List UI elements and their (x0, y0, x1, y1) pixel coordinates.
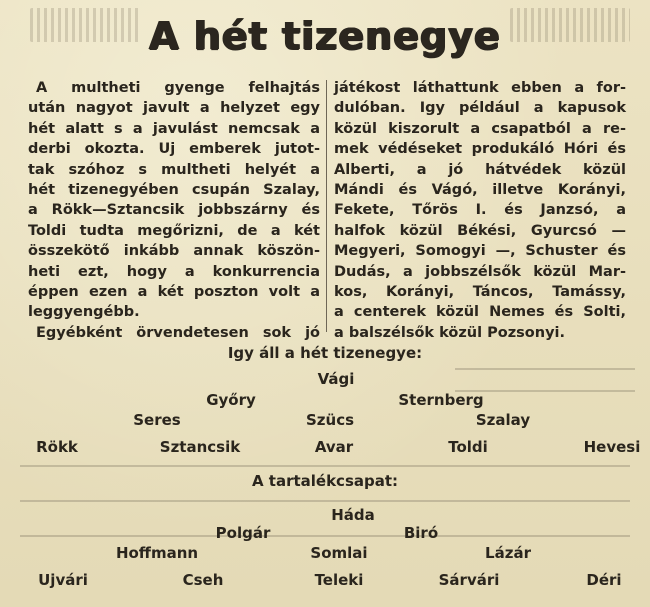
text-line: éppen ezen a két poszton volt a (28, 284, 320, 301)
reserve-half: Hoffmann (115, 544, 199, 562)
text-line: heti ezt, hogy a konkurrencia (28, 263, 320, 280)
reserve-forward: Déri (586, 571, 622, 589)
bleed-line (20, 500, 630, 502)
text-line: után nagyot javult a helyzet egy (28, 100, 320, 117)
text-line: a balszélsők közül Pozsonyi. (334, 324, 565, 341)
reserve-goalkeeper: Háda (331, 506, 375, 524)
reserve-forward: Sárvári (438, 571, 500, 589)
column-divider (326, 80, 327, 332)
text-line: Egyébként örvendetesen sok jó (36, 324, 320, 341)
reserve-half: Somlai (310, 544, 368, 562)
text-line: hét alatt s a javulást nemcsak a (28, 120, 320, 137)
player-half: Seres (133, 411, 181, 429)
text-line: a centerek közül Nemes és Solti, (334, 304, 626, 321)
reserve-back: Biró (403, 524, 439, 542)
text-line: Megyeri, Somogyi —, Schuster és (334, 243, 626, 260)
text-line: közül kiszorult a csapatból a re- (334, 120, 626, 137)
text-line: dulóban. Igy például a kapusok (334, 100, 626, 117)
text-line: leggyengébb. (28, 304, 140, 321)
reserve-back: Polgár (215, 524, 271, 542)
bleed-line (20, 535, 630, 537)
player-forward: Sztancsik (159, 438, 241, 456)
reserve-title: A tartalékcsapat: (251, 472, 399, 490)
text-line: derbi okozta. Uj emberek jutot- (28, 141, 320, 158)
player-half: Szücs (305, 411, 355, 429)
text-line: Toldi tudta megőrizni, de a két (28, 222, 320, 239)
reserve-half: Lázár (485, 544, 531, 562)
text-line: Alberti, a jó hátvédek közül (334, 161, 626, 178)
text-line: A multheti gyenge felhajtás (36, 80, 320, 96)
text-line: Mándi és Vágó, illetve Korányi, (334, 182, 626, 199)
text-line: játékost láthattunk ebben a for- (334, 80, 626, 96)
player-back: Sternberg (398, 391, 484, 409)
player-forward: Hevesi (583, 438, 641, 456)
text-line: Fekete, Tőrös I. és Janzsó, a (334, 202, 626, 219)
right-column (334, 78, 626, 343)
reserve-forward: Cseh (182, 571, 224, 589)
text-line: Dudás, a jobbszélsők közül Mar- (334, 263, 626, 280)
player-half: Szalay (475, 411, 531, 429)
player-back: Győry (206, 391, 256, 409)
text-line: kos, Korányi, Táncos, Tamássy, (334, 284, 626, 301)
text-line: mek védéseket produkáló Hóri és (334, 141, 626, 158)
text-line: tak szóhoz s multheti helyét a (28, 161, 320, 178)
text-line: a Rökk—Sztancsik jobbszárny és (28, 202, 320, 219)
left-column (28, 78, 320, 343)
reserve-forward: Ujvári (38, 571, 88, 589)
player-goalkeeper: Vági (317, 370, 355, 388)
bleed-line (455, 368, 635, 370)
player-forward: Rökk (36, 438, 78, 456)
eleven-title: Igy áll a hét tizenegye: (227, 344, 423, 362)
player-forward: Avar (314, 438, 354, 456)
text-line: összekötő inkább annak köszön- (28, 243, 320, 260)
headline: A hét tizenegye (149, 14, 501, 58)
bleed-line (20, 465, 630, 467)
reserve-forward: Teleki (314, 571, 364, 589)
text-line: hét tizenegyében csupán Szalay, (28, 182, 320, 199)
player-forward: Toldi (448, 438, 488, 456)
text-line: halfok közül Békési, Gyurcsó — (334, 222, 626, 239)
